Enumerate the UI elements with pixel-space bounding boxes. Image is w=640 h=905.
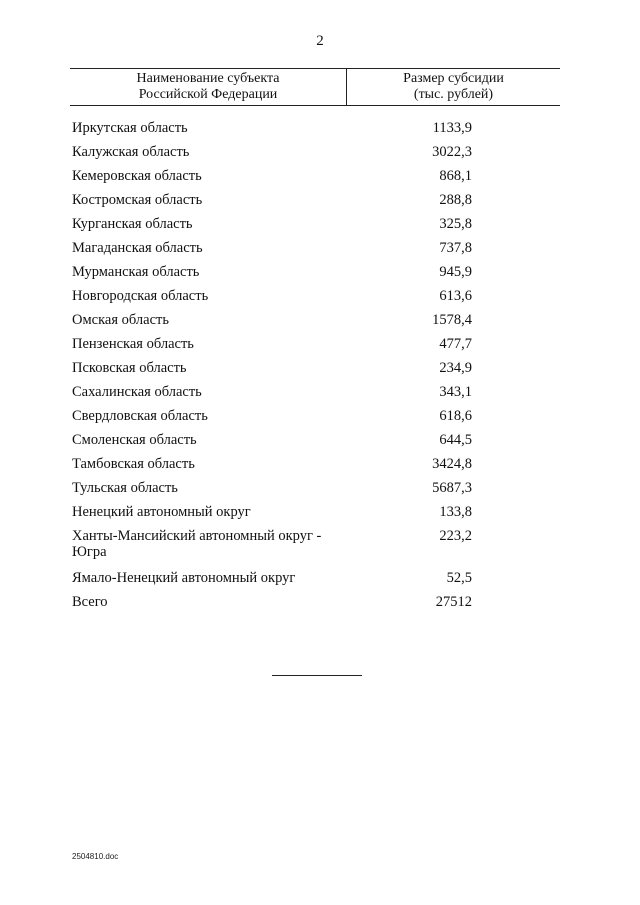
end-of-table-line	[272, 675, 362, 676]
region-name: Кемеровская область	[72, 168, 202, 184]
region-name: Тульская область	[72, 480, 178, 496]
table-row	[72, 192, 492, 216]
table-row	[72, 570, 492, 594]
table-row	[72, 144, 492, 168]
region-name: Пензенская область	[72, 336, 194, 352]
subsidy-value: 133,8	[439, 504, 472, 520]
subsidy-value: 223,2	[439, 528, 472, 544]
subsidy-value: 1133,9	[432, 120, 472, 136]
table-row	[72, 264, 492, 288]
subsidy-value: 234,9	[439, 360, 472, 376]
total-label: Всего	[72, 594, 108, 610]
region-name: Калужская область	[72, 144, 190, 160]
region-name	[72, 528, 342, 560]
document-id: 2504810.doc	[72, 852, 119, 861]
table-row	[72, 288, 492, 312]
table-row	[72, 360, 492, 384]
table-header	[70, 68, 560, 106]
table-body	[72, 120, 492, 618]
subsidy-value: 477,7	[439, 336, 472, 352]
subsidy-value: 618,6	[439, 408, 472, 424]
subsidy-value: 3022,3	[432, 144, 472, 160]
region-name: Псковская область	[72, 360, 187, 376]
subsidy-value: 288,8	[439, 192, 472, 208]
subsidy-value: 945,9	[439, 264, 472, 280]
region-name: Сахалинская область	[72, 384, 202, 400]
subsidy-value: 613,6	[439, 288, 472, 304]
subsidy-value: 737,8	[439, 240, 472, 256]
region-name: Ненецкий автономный округ	[72, 504, 251, 520]
table-row	[72, 456, 492, 480]
region-name: Свердловская область	[72, 408, 208, 424]
subsidy-value: 325,8	[439, 216, 472, 232]
subsidy-value: 644,5	[439, 432, 472, 448]
header-subsidy-amount	[347, 71, 560, 103]
subsidy-value: 343,1	[439, 384, 472, 400]
region-name: Ямало-Ненецкий автономный округ	[72, 570, 296, 586]
table-row-total	[72, 594, 492, 618]
subsidy-value: 1578,4	[432, 312, 472, 328]
region-name: Курганская область	[72, 216, 193, 232]
table-row	[72, 216, 492, 240]
header-subsidy-amount-line1: Размер субсидии	[403, 71, 504, 86]
table-row	[72, 528, 492, 570]
table-row	[72, 312, 492, 336]
subsidy-value: 52,5	[446, 570, 472, 586]
region-name: Смоленская область	[72, 432, 197, 448]
region-name: Магаданская область	[72, 240, 203, 256]
table-row	[72, 504, 492, 528]
subsidy-value: 3424,8	[432, 456, 472, 472]
table-row	[72, 120, 492, 144]
region-name: Омская область	[72, 312, 169, 328]
region-name: Иркутская область	[72, 120, 188, 136]
region-name: Мурманская область	[72, 264, 200, 280]
table-row	[72, 240, 492, 264]
table-row	[72, 336, 492, 360]
region-name-line2: Югра	[72, 544, 107, 560]
subsidy-value: 5687,3	[432, 480, 472, 496]
total-value: 27512	[435, 594, 472, 610]
table-row	[72, 432, 492, 456]
page-number: 2	[316, 33, 324, 49]
region-name-line1: Ханты-Мансийский автономный округ -	[72, 528, 322, 544]
table-row	[72, 408, 492, 432]
table-row	[72, 384, 492, 408]
header-region-name-line2: Российской Федерации	[138, 87, 278, 102]
region-name: Новгородская область	[72, 288, 209, 304]
subsidy-value: 868,1	[439, 168, 472, 184]
table-row	[72, 168, 492, 192]
region-name: Тамбовская область	[72, 456, 195, 472]
header-region-name	[70, 71, 346, 103]
header-subsidy-amount-line2: (тыс. рублей)	[413, 87, 494, 102]
region-name: Костромская область	[72, 192, 203, 208]
header-region-name-line1: Наименование субъекта	[136, 71, 280, 86]
table-row	[72, 480, 492, 504]
